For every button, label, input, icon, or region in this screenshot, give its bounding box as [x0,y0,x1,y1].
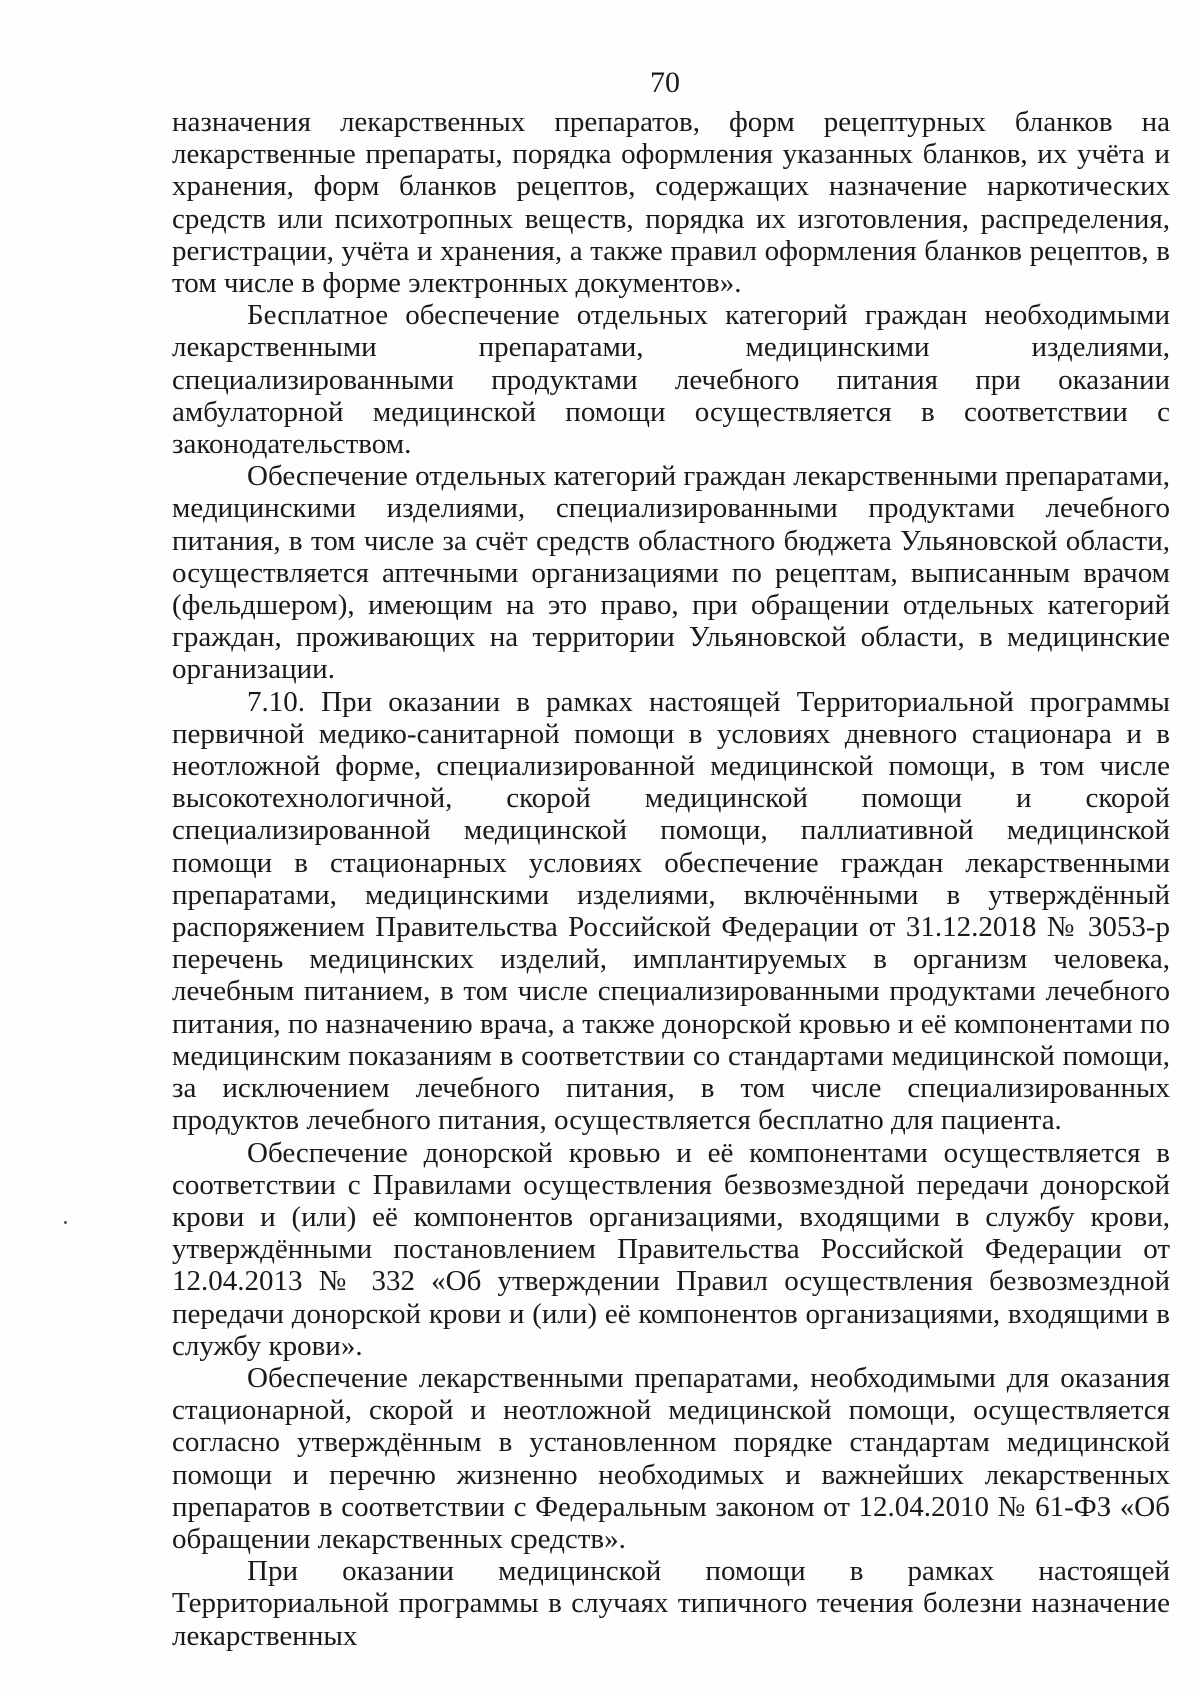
paragraph-typical-course: При оказании медицинской помощи в рамках настоящей Территориальной программы в случаях типичного течения болезни назначение лекарственных [172,1555,1170,1652]
scan-speck [64,1221,67,1224]
paragraph-donor-blood: Обеспечение донорской кровью и её компонентами осуществляется в соответствии с Правилами осуществления безвозмездной передачи донорской крови и (или) её компонентов организациями, входящими в службу крови, утверждёнными постановлением Правительства Российской Федерации от 12.04.2013 № 332 «Об утверждении Правил осуществления безвозмездной передачи донорской крови и (или) её компонентов организациями, входящими в службу крови». [172,1136,1170,1362]
paragraph-continuation: назначения лекарственных препаратов, форм рецептурных бланков на лекарственные препараты, порядка оформления указанных бланков, их учёта и хранения, форм бланков рецептов, содержащих назначение наркотических средств или психотропных веществ, порядка их изготовления, распределения, регистрации, учёта и хранения, а также правил оформления бланков рецептов, в том числе в форме электронных документов». [172,106,1170,300]
paragraph-section-7-10: 7.10. При оказании в рамках настоящей Территориальной программы первичной медико-санитарной помощи в условиях дневного стационара и в неотложной форме, специализированной медицинской помощи, в том числе высокотехнологичной, скорой медицинской помощи и скорой специализированной медицинской помощи, паллиативной медицинской помощи в стационарных условиях обеспечение граждан лекарственными препаратами, медицинскими изделиями, включёнными в утверждённый распоряжением Правительства Российской Федерации от 31.12.2018 № 3053-р перечень медицинских изделий, имплантируемых в организм человека, лечебным питанием, в том числе специализированными продуктами лечебного питания, по назначению врача, а также донорской кровью и её компонентами по медицинским показаниям в соответствии со стандартами медицинской помощи, за исключением лечебного питания, в том числе специализированных продуктов лечебного питания, осуществляется бесплатно для пациента. [172,685,1170,1137]
paragraph-free-provision: Бесплатное обеспечение отдельных категорий граждан необходимыми лекарственными препаратами, медицинскими изделиями, специализированными продуктами лечебного питания при оказании амбулаторной медицинской помощи осуществляется в соответствии с законодательством. [172,299,1170,461]
paragraph-category-provision: Обеспечение отдельных категорий граждан лекарственными препаратами, медицинскими изделиями, специализированными продуктами лечебного питания, в том числе за счёт средств областного бюджета Ульяновской области, осуществляется аптечными организациями по рецептам, выписанным врачом (фельдшером), имеющим на это право, при обращении отдельных категорий граждан, проживающих на территории Ульяновской области, в медицинские организации. [172,460,1170,686]
document-body [172,106,1170,1652]
paragraph-drug-provision: Обеспечение лекарственными препаратами, необходимыми для оказания стационарной, скорой и неотложной медицинской помощи, осуществляется согласно утверждённым в установленном порядке стандартам медицинской помощи и перечню жизненно необходимых и важнейших лекарственных препаратов в соответствии с Федеральным законом от 12.04.2010 № 61-ФЗ «Об обращении лекарственных средств». [172,1361,1170,1555]
page-number: 70 [650,66,680,99]
